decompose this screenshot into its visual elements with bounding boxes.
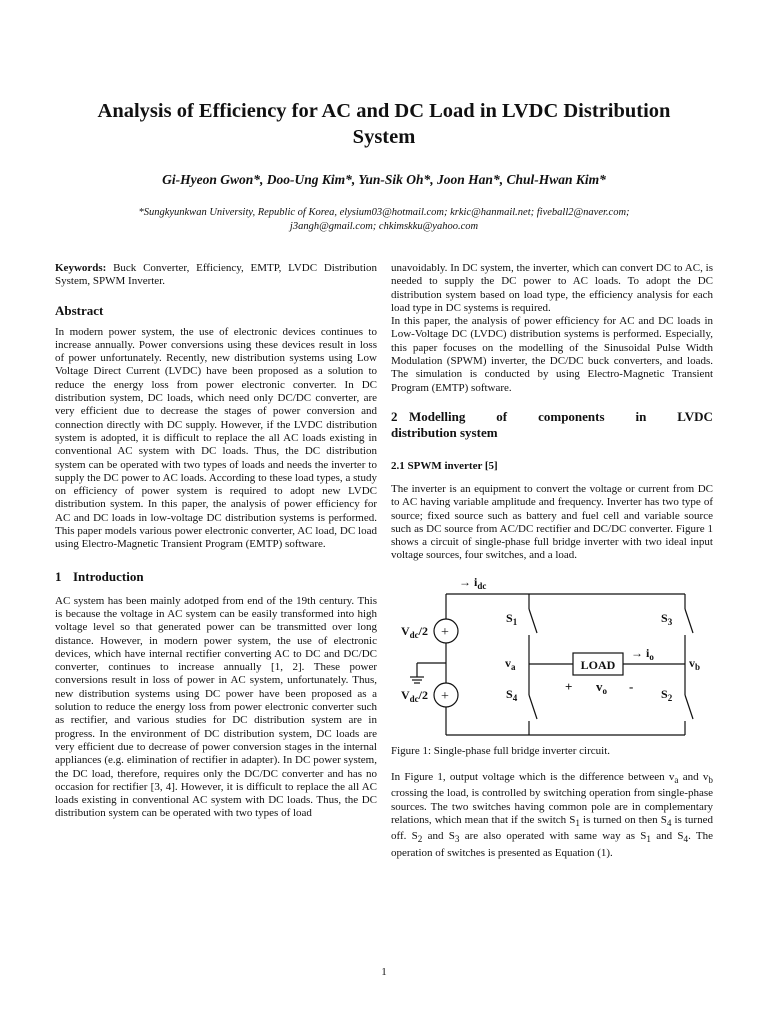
page-number: 1 — [381, 966, 387, 978]
right-paragraph-2: In this paper, the analysis of power efficiency for AC and DC loads in Low-Voltage DC (LVDC) distribution systems is performed. Especially, this paper focuses on the modelling of the Sinusoidal Pulse Width Modulation (SPWM) inverter, the DC/DC buck converters, and loads. The simulation is conducted by using Electro-Magnetic Transient Program (EMTP) software. — [391, 315, 713, 394]
idc-label: → $i_{dc}$ — [459, 574, 487, 591]
intro-number: 1 — [55, 568, 62, 584]
s2-label: $S_2$ — [661, 686, 673, 703]
left-column — [55, 262, 377, 821]
intro-text: AC system has been mainly adotped from end of the 19th century. This is because the voltage in AC system can be easily transformed into high voltage level so that generated power can be transmitted over long distance. However, in modern power system, the use of electronic devices, which have internal rectifier converting AC to DC and DC/DC converter, continues to increase annually [1, 2]. These power conversions result in loss of power in AC system, unfortunately. Thus, new distribution systems using DC power have been proposed as a solution to reduce the energy loss from power electronic converter such as rectifier, and various studies for DC distribution system are in progress. In the environment of DC distribution system, DC loads are very efficient due to decrease of power conversion stages in the internal appliances (e.g. elimination of rectifier in adapter). In DC power system, the DC load, therefore, requires only the DC/DC converter and has no occasion for rectifier [3, 4]. However, it is difficult to replace the all AC loads existing in conventional AC system with DC loads. Thus, the DC distribution system can be operated with two types of load — [55, 594, 377, 820]
section2-heading-line1 — [391, 409, 713, 425]
section2-word-2: of — [496, 408, 508, 424]
source-top-plus: + — [441, 624, 449, 640]
section2-heading-line2: distribution system — [391, 424, 498, 440]
source-bottom-plus: + — [441, 688, 449, 704]
vo-minus: - — [629, 678, 634, 694]
paper-title — [40, 98, 728, 150]
s1-label: $S_1$ — [506, 610, 518, 627]
keywords — [55, 262, 377, 289]
io-label: → $i_o$ — [631, 645, 654, 662]
section21-text: The inverter is an equipment to convert the voltage or current from DC to AC having variable amplitude and frequency. Inverter has two type of source; fixed source such as battery and fuel cell and variable source such as DC source from AC/DC rectifier and DC/DC converter. Figure 1 shows a circuit of single-phase full bridge inverter with two ideal input voltage sources, four switches, and a load. — [391, 482, 713, 562]
section2-word-4: in — [635, 408, 647, 424]
affiliation-line-2: j3angh@gmail.com; chkimskku@yahoo.com — [289, 221, 479, 232]
figure-caption: Figure 1: Single-phase full bridge inverter circuit. — [391, 744, 611, 757]
vdc-bottom-label: $V_{dc}/2$ — [401, 687, 429, 704]
vdc-top-label: $V_{dc}/2$ — [401, 623, 429, 640]
s3-label: $S_3$ — [661, 610, 673, 627]
keywords-text: Buck Converter, Efficiency, EMTP, LVDC Distribution System, SPWM Inverter. — [55, 262, 377, 288]
right-column — [391, 262, 713, 860]
section21-heading: 2.1 SPWM inverter [5] — [391, 459, 498, 472]
section2-word-3: components — [538, 408, 605, 424]
intro-heading-text: Introduction — [73, 568, 144, 584]
vo-label: $v_o$ — [596, 678, 607, 696]
keywords-label: Keywords: — [55, 262, 107, 274]
section2-number: 2 — [391, 408, 398, 424]
affiliation — [60, 206, 708, 234]
vb-label: $v_b$ — [689, 655, 701, 672]
right-paragraph-1: unavoidably. In DC system, the inverter, which can convert DC to AC, is needed to supply the DC power to AC loads. To adopt the DC distribution system based on load type, the efficiency analysis for each load type in DC systems is required. — [391, 262, 713, 314]
title-line-2: System — [352, 126, 416, 148]
intro-heading — [55, 569, 377, 585]
section2-heading — [391, 409, 713, 441]
figure-description-paragraph: In Figure 1, output voltage which is the difference between $v_a$ and $v_b$ crossing the load, is controlled by switching operation from single-phase sources. The two switches having common pole are in complementary relations, which mean that if the switch $S_1$ is turned on then $S_4$ is turned off. $S_2$ and $S_3$ are also operated with same way as $S_1$ and $S_4$. The operation of switches is presented as Equation (1). — [391, 770, 714, 859]
section2-word-1: Modelling — [409, 408, 466, 424]
load-label: LOAD — [580, 657, 616, 672]
s4-label: $S_4$ — [506, 686, 518, 703]
vo-plus: + — [565, 678, 573, 694]
va-label: $v_a$ — [505, 655, 516, 672]
abstract-text: In modern power system, the use of electronic devices continues to increase annually. Power conversions using these devices result in loss of power unfortunately. Recently, new distribution systems using Low Voltage Direct Current (LVDC) have been proposed as a solution to reduce the energy loss from power electronic converter. In DC distribution system, DC loads, which need only DC/DC converter, are very efficient due to decrease the stages of power conversion and connection directly with DC supply. However, if the LVDC distribution system is adopted, it is difficult to replace the all AC loads existing in conventional AC system with DC loads. Thus, the DC distribution system can be operated with two types of loads and needs the inverter to supply the DC power to AC loads. According to these load types, a study on efficiency of power system is required to adopt new LVDC distribution system. In this paper, the analysis of power efficiency for AC and DC loads in low-voltage DC distribution systems is performed. This paper models various power electronic converter, AC load, DC load using Electro-Magnetic Transient Program (EMTP) software. — [55, 325, 377, 551]
abstract-heading: Abstract — [55, 302, 104, 318]
inverter-circuit-figure — [391, 573, 713, 743]
title-line-1: Analysis of Efficiency for AC and DC Load in LVDC Distribution — [97, 100, 671, 122]
author-list: Gi-Hyeon Gwon*, Doo-Ung Kim*, Yun-Sik Oh*, Joon Han*, Chul-Hwan Kim* — [162, 172, 606, 187]
affiliation-line-1: *Sungkyunkwan University, Republic of Korea, elysium03@hotmail.com; krkic@hanmail.net; fiveball2@naver.com; — [138, 207, 630, 218]
section2-word-5: LVDC — [677, 408, 713, 424]
